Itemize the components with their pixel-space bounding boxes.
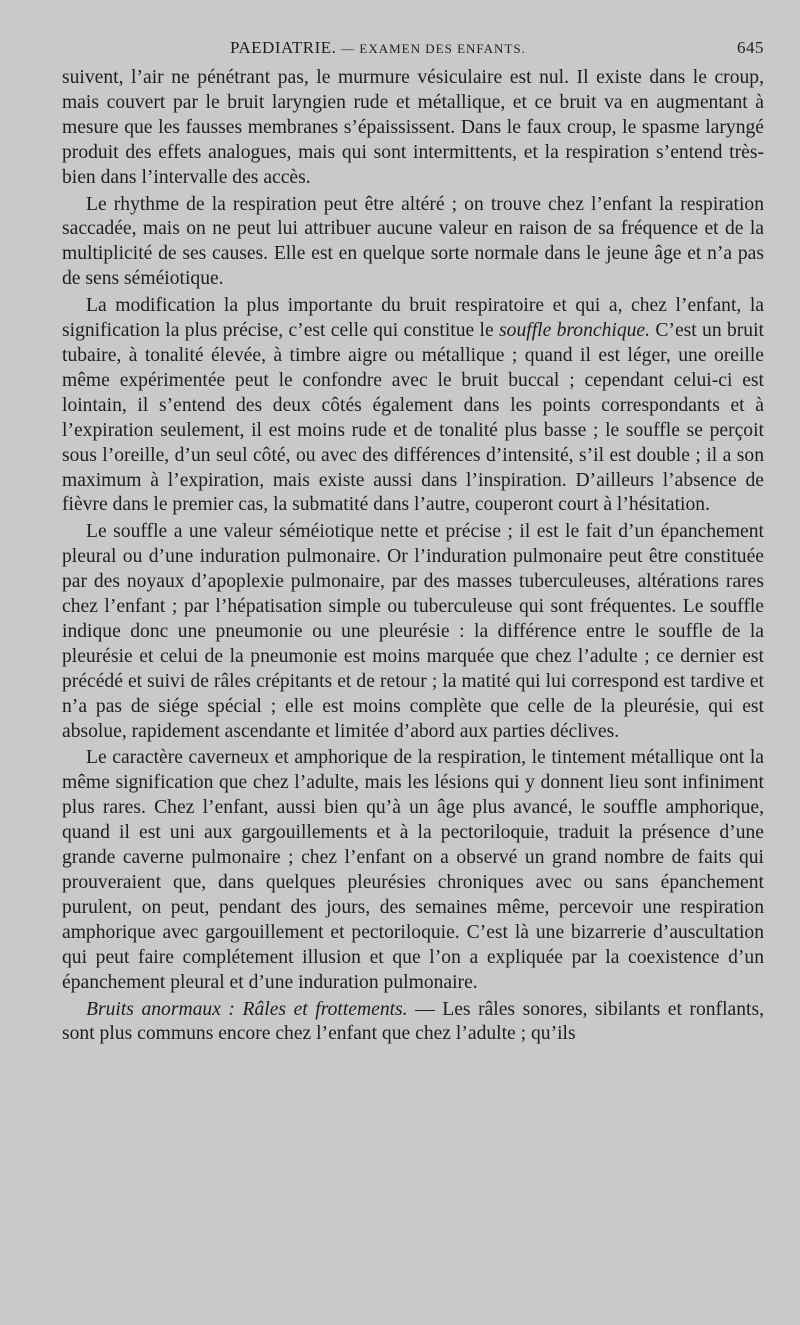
paragraph-2: Le rhythme de la respiration peut être altéré ; on trouve chez l’enfant la respiration saccadée, mais on ne peut lui attribuer aucune valeur en raison de sa fréquence et de la multiplicité de ses causes. Elle est en quelque sorte normale dans le jeune âge et n’a pas de sens séméiotique.: [62, 193, 764, 290]
paragraph-1: suivent, l’air ne pénétrant pas, le murmure vésiculaire est nul. Il existe dans le croup, mais couvert par le bruit laryngien rude et métallique, et ce bruit va en augmentant à mesure que les fausses membranes s’épaississent. Dans le faux croup, le spasme laryngé produit des effets analogues, mais qui sont intermittents, et la respiration s’entend très-bien dans l’intervalle des accès.: [62, 67, 764, 188]
term-souffle-bronchique: souffle bronchique.: [499, 320, 651, 342]
paragraph-3: [62, 294, 764, 518]
header-section: — EXAMEN DES ENFANTS.: [341, 41, 526, 56]
subheading-bruits-anormaux: Bruits anormaux : Râles et frottements.: [86, 998, 408, 1020]
header-title-text: PAEDIATRIE.: [230, 38, 337, 57]
running-header: [62, 38, 764, 66]
paragraph-6-text: — Les râles sonores, sibilants et ronflants, sont plus communs encore chez l’enfant que chez l’adulte ; qu’ils: [62, 998, 764, 1045]
paragraph-6: [62, 998, 764, 1048]
body-text: [62, 66, 764, 1047]
paragraph-4: Le souffle a une valeur séméiotique nette et précise ; il est le fait d’un épanchement pleural ou d’une induration pulmonaire. Or l’induration pulmonaire peut être constituée par des noyaux d’apoplexie pulmonaire, par des masses tuberculeuses, altérations rares chez l’enfant ; par l’hépatisation simple ou tuberculeuse qui sont fréquentes. Le souffle indique donc une pneumonie ou une pleurésie : la différence entre le souffle de la pleurésie et celui de la pneumonie est moins marquée que chez l’adulte ; ce dernier est précédé et suivi de râles crépitants et de retour ; la matité qui lui correspond est tardive et n’a pas de siége spécial ; elle est moins complète que celle de la pleurésie, qui est absolue, rapidement ascendante et limitée d’abord aux parties déclives.: [62, 521, 764, 742]
page-number: 645: [737, 38, 764, 57]
paragraph-5: Le caractère caverneux et amphorique de la respiration, le tintement métallique ont la même signification que chez l’adulte, mais les lésions qui y donnent lieu sont infiniment plus rares. Chez l’enfant, aussi bien qu’à un âge plus avancé, le souffle amphorique, quand il est uni aux gargouillements et à la pectoriloquie, traduit la présence d’une grande caverne pulmonaire ; chez l’enfant on a observé un grand nombre de faits qui prouveraient que, dans quelques pleurésies chroniques avec ou sans épanchement purulent, on peut, pendant des jours, des semaines même, percevoir une respiration amphorique avec gargouillement et pectoriloquie. C’est là une bizarrerie d’auscultation qui peut faire complétement illusion et que l’on a expliquée par la coexistence d’un épanchement pleural et d’une induration pulmonaire.: [62, 747, 764, 993]
paragraph-3-text-after: C’est un bruit tubaire, à tonalité élevée, à timbre aigre ou métallique ; quand il est léger, une oreille même expérimentée peut le confondre avec le bruit buccal ; cependant celui-ci est lointain, il s’entend des deux côtés également dans les points correspondants et à l’expiration seulement, il est moins rude et de tonalité plus basse ; le souffle se perçoit sous l’oreille, d’un seul côté, ou avec des différences d’intensité, s’il est double ; il a son maximum à l’expiration, mais existe aussi dans l’inspiration. D’ailleurs l’absence de fièvre dans le premier cas, la submatité dans l’autre, couperont court à l’hésitation.: [62, 320, 764, 516]
header-title: [230, 38, 526, 58]
paragraph-3-text-before: La modification la plus importante du bruit respiratoire et qui a, chez l’enfant, la signification la plus précise, c’est celle qui constitue le: [62, 295, 764, 342]
